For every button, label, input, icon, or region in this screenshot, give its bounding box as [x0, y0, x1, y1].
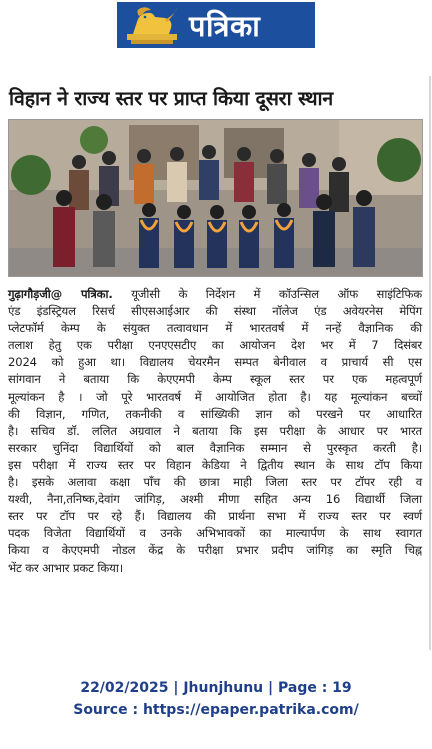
article-line: किया व केएएमपी नोडल केंद्र के परीक्षा प्रभार प्रदीप जांगिड़ का स्मृति चिह्न: [8, 543, 422, 558]
article-dateline: गुढ़ागौड़जी@ पत्रिका.: [8, 287, 113, 301]
masthead: [117, 2, 315, 48]
source-link[interactable]: Source : https://epaper.patrika.com/: [73, 702, 359, 718]
article-line: स्तर पर टॉप पर रहे हैं। विद्यालय की प्रार्थना सभा में राज्य स्तर पर स्वर्ण: [8, 509, 422, 524]
publication-meta: 22/02/2025 | Jhunjhunu | Page : 19: [80, 680, 352, 696]
article-line: सरकार चुनिंदा विद्यार्थियों को बाल वैज्ञानिक सम्मान से पुरस्कृत करती है।: [8, 440, 422, 455]
article-line: 2024 को हुआ था। विद्यालय चेयरमैन सम्पत बेनीवाल व प्राचार्य सी एस: [8, 355, 422, 370]
article-body: [8, 286, 422, 577]
lion-logo-icon: [123, 4, 181, 46]
article-line: है। सचिव डॉ. ललित अग्रवाल ने बताया कि इस परीक्षा के आधार पर भारत: [8, 423, 422, 438]
article-line: एंड इंडस्ट्रियल रिसर्च सीएसआईआर की संस्था नॉलेज एंड अवेयरनेस मेपिंग: [8, 304, 422, 319]
article-line: तलाश हेतु एक परीक्षा एनएएसटीए का आयोजन देश भर में 7 दिसंबर: [8, 338, 422, 353]
article-line: भेंट कर आभार प्रकट किया।: [8, 560, 123, 575]
article-headline: विहान ने राज्य स्तर पर प्राप्त किया दूसरा स्थान: [9, 87, 334, 110]
newspaper-name: पत्रिका: [189, 8, 261, 43]
article-line: की विज्ञान, गणित, तकनीकी व सांख्यिकी ज्ञान को परखने पर आधारित: [8, 406, 422, 421]
article-line: इस परीक्षा में राज्य स्तर पर विहान केडिया ने द्वितीय स्थान के साथ टॉप किया: [8, 457, 422, 472]
article-line: प्लेटफॉर्म केम्प के संयुक्त तत्वावधान में भारतवर्ष में नन्हें वैज्ञानिक की: [8, 321, 422, 336]
group-photo: [8, 119, 423, 277]
article-line: पदक विजेता विद्यार्थियों व उनके अभिभावकों का माल्यार्पण के साथ स्वागत: [8, 526, 422, 541]
article-line: यश्वी, नैना,तनिष्क,देवांग जांगिड़, अश्मी मीणा सहित अन्य 16 विद्यार्थी जिला: [8, 492, 422, 507]
article-line: मूल्यांकन है । जो पूरे भारतवर्ष में आयोजित होता है। यह मूल्यांकन बच्चों: [8, 389, 422, 404]
article-line: सांगवान ने बताया कि केएएमपी केम्प स्कूल स्तर पर एक महत्वपूर्ण: [8, 372, 422, 387]
article-line: यूजीसी के निर्देशन में कॉउन्सिल ऑफ साइंटिफिक: [131, 287, 422, 301]
article-line: है। इसके अलावा कक्षा पाँच की छात्रा माही जिला स्तर पर टॉपर रही व: [8, 475, 422, 490]
